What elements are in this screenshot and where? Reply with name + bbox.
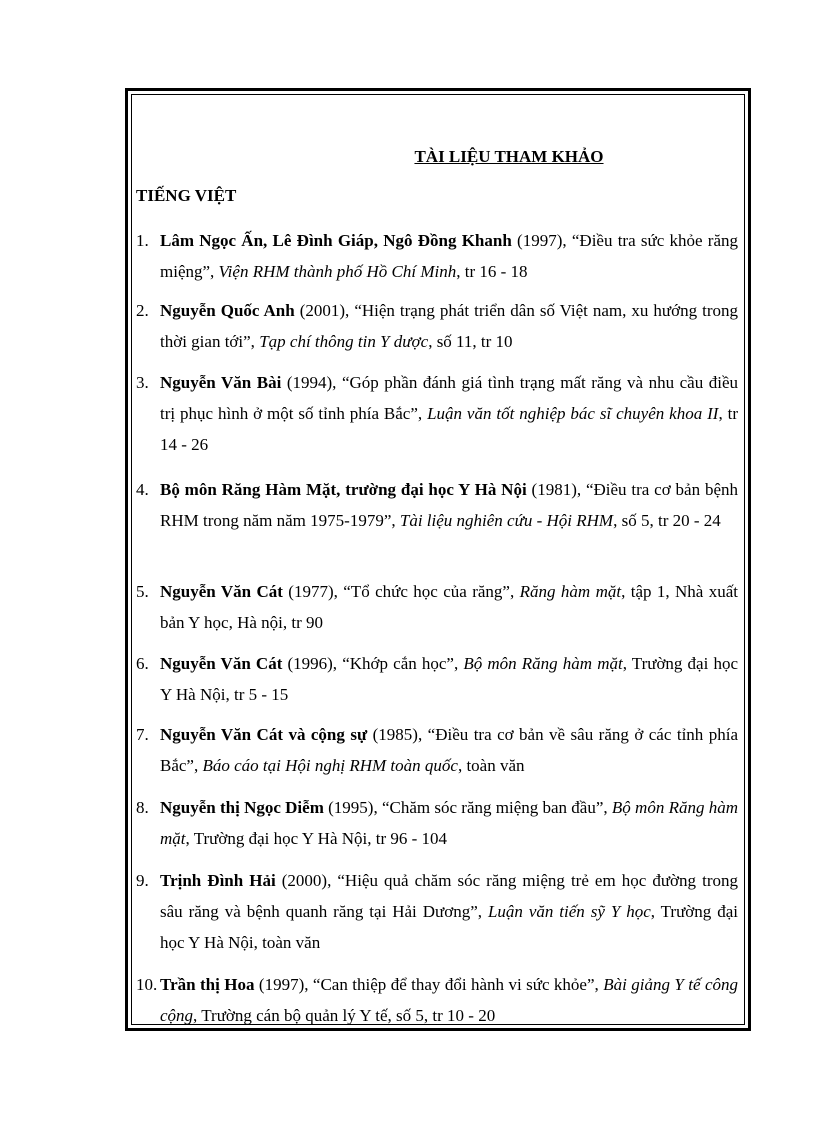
reference-details: , số 11, tr 10 [428,332,513,351]
reference-details: , số 5, tr 20 - 24 [613,511,721,530]
reference-number: 2. [136,301,149,320]
reference-number: 5. [136,582,149,601]
reference-year: (1977), [282,582,344,601]
reference-title: “Hiện trạng phát triển dân số Việt nam, xu hướng trong thời gian tới”, [160,301,739,351]
reference-number: 1. [136,231,149,250]
reference-title: “Điều tra sức khỏe răng miệng”, [160,231,739,281]
reference-text [160,295,738,357]
reference-text [160,792,738,854]
reference-year: (2000), [275,871,338,890]
reference-details: , Trường đại học Y Hà Nội, tr 5 - 15 [160,654,739,704]
reference-source: Bài giảng Y tế công cộng [160,975,738,1025]
reference-title: “Chăm sóc răng miệng ban đầu”, [381,798,612,817]
reference-authors: Nguyễn Văn Bài [160,373,282,392]
reference-authors: Lâm Ngọc Ấn, Lê Đình Giáp, Ngô Đồng Khanh [160,231,512,250]
reference-text [160,648,738,710]
reference-source: Báo cáo tại Hội nghị RHM toàn quốc [202,756,458,775]
reference-details: , toàn văn [457,756,525,775]
reference-authors: Nguyễn thị Ngọc Diễm [160,798,324,817]
reference-item [136,792,738,854]
reference-authors: Trịnh Đình Hải [160,871,276,890]
reference-number: 7. [136,725,149,744]
reference-number: 3. [136,373,149,392]
reference-year: (1981), [526,480,586,499]
reference-details: , Trường đại học Y Hà Nội, tr 96 - 104 [185,829,448,848]
reference-authors: Nguyễn Quốc Anh [160,301,295,320]
reference-title: “Điều tra cơ bản bệnh RHM trong năm năm 1975-1979”, [160,480,738,530]
reference-source: Răng hàm mặt [519,582,622,601]
reference-details: , Trường đại học Y Hà Nội, toàn văn [160,902,738,952]
reference-text [160,225,738,287]
reference-year: (1997), [254,975,313,994]
reference-item [136,865,738,958]
reference-year: (1994), [281,373,342,392]
reference-source: Tài liệu nghiên cứu - Hội RHM [399,511,614,530]
reference-source: Bộ môn Răng hàm mặt [160,798,738,848]
reference-item [136,225,738,287]
section-heading: TIẾNG VIỆT [136,186,237,205]
reference-year: (1985), [367,725,428,744]
reference-details: , tr 14 - 26 [160,404,738,454]
reference-title: “Khớp cắn học”, [342,654,464,673]
reference-title: “Điều tra cơ bản về sâu răng ở các tỉnh phía Bắc”, [160,725,739,775]
reference-number: 4. [136,480,149,499]
reference-authors: Nguyễn Văn Cát [160,654,283,673]
reference-item [136,474,738,536]
reference-details: , tập 1, Nhà xuất bản Y học, Hà nội, tr 90 [160,582,739,632]
reference-title: “Tổ chức học của răng”, [343,582,520,601]
reference-year: (1995), [323,798,382,817]
reference-authors: Nguyễn Văn Cát và cộng sự [160,725,368,744]
reference-source: Luận văn tiến sỹ Y học [487,902,651,921]
reference-number: 6. [136,654,149,673]
reference-authors: Trần thị Hoa [160,975,255,994]
reference-authors: Nguyễn Văn Cát [160,582,283,601]
reference-number: 8. [136,798,149,817]
reference-item [136,367,738,460]
page-title [0,147,816,167]
reference-text [160,865,738,958]
reference-details: , tr 16 - 18 [456,262,528,281]
reference-text [160,367,738,460]
reference-year: (1997), [511,231,572,250]
reference-year: (2001), [294,301,355,320]
reference-text [160,474,738,536]
reference-item [136,576,738,638]
reference-title: “Hiệu quả chăm sóc răng miệng trẻ em học đường trong sâu răng và bệnh quanh răng tại Hải Dương”, [160,871,738,921]
reference-title: “Can thiệp để thay đổi hành vi sức khỏe”, [312,975,604,994]
reference-item [136,295,738,357]
reference-text [160,969,738,1031]
reference-details: , Trường cán bộ quản lý Y tế, số 5, tr 10 - 20 [193,1006,496,1025]
reference-item [136,719,738,781]
reference-title: “Góp phần đánh giá tình trạng mất răng và nhu cầu điều trị phục hình ở một số tỉnh phía Bắc”, [160,373,739,423]
reference-source: Tạp chí thông tin Y dược [259,332,429,351]
reference-item [136,969,738,1031]
reference-authors: Bộ môn Răng Hàm Mặt, trường đại học Y Hà Nội [160,480,527,499]
reference-source: Viện RHM thành phố Hồ Chí Minh [218,262,457,281]
reference-text [160,576,738,638]
reference-number: 9. [136,871,149,890]
reference-number: 10. [136,975,158,994]
page-title-text: TÀI LIỆU THAM KHẢO [414,147,604,166]
reference-year: (1996), [282,654,343,673]
reference-source: Bộ môn Răng hàm mặt [463,654,623,673]
reference-source: Luận văn tốt nghiệp bác sĩ chuyên khoa II [427,404,719,423]
reference-text [160,719,738,781]
reference-item [136,648,738,710]
